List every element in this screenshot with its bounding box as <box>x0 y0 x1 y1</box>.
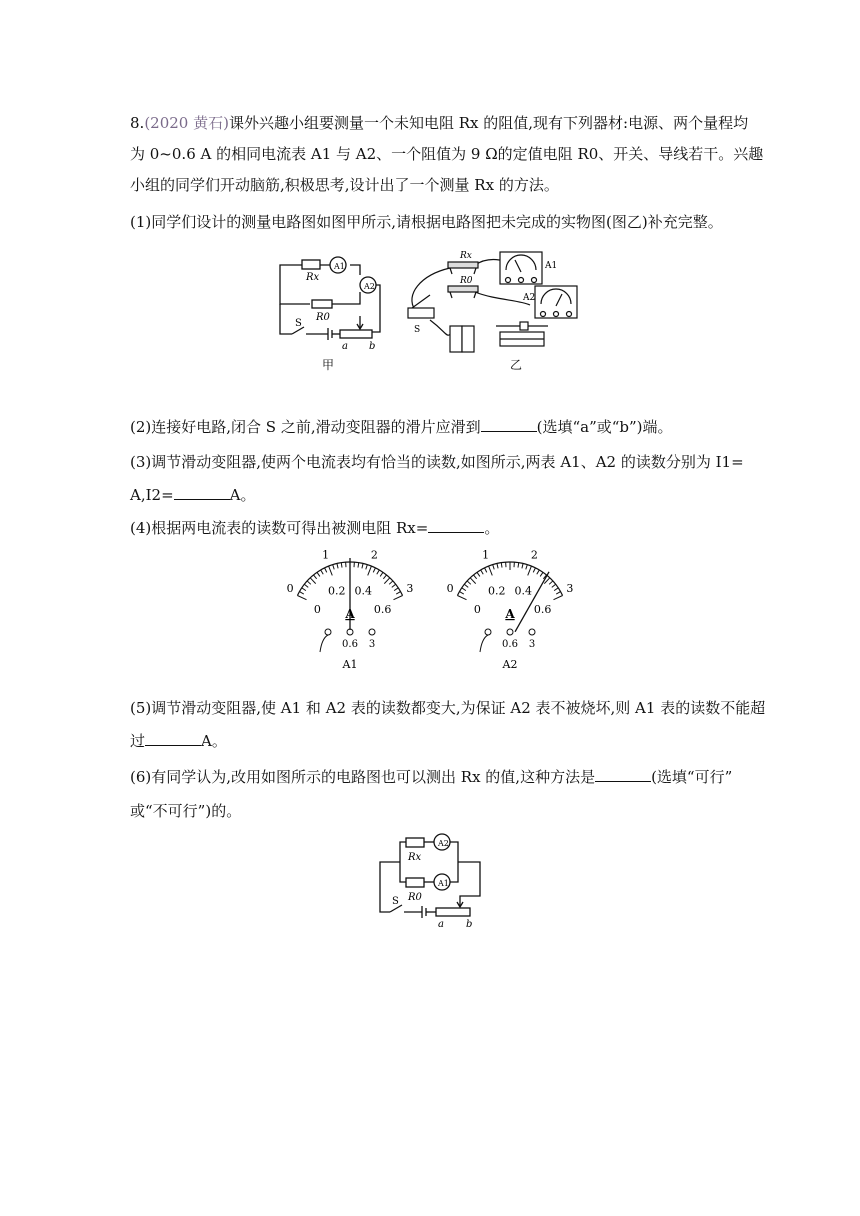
q6-label-a2: A2 <box>438 839 449 848</box>
meter1-tick <box>396 592 400 594</box>
meter1-tick <box>310 578 315 584</box>
ammeter-a2-dial <box>440 540 580 671</box>
meter1-top-tick-label: 3 <box>406 582 414 596</box>
label-rx: Rx <box>306 272 320 283</box>
q4-text-b: 。 <box>484 519 500 537</box>
meter1-terminal-3 <box>369 629 375 635</box>
meter2-tick <box>528 566 532 575</box>
figure-yi-apparatus <box>400 240 590 370</box>
label-a: a <box>342 341 348 352</box>
meter2-tick <box>556 592 560 594</box>
meter2-tick <box>489 566 493 575</box>
meter1-wire <box>320 635 328 652</box>
meter1-top-tick-label: 2 <box>370 548 378 562</box>
meter1-tick <box>389 581 393 584</box>
meter1-bottom-tick-label: 0 <box>313 602 321 616</box>
meter2-tick <box>485 568 487 572</box>
figure-jia-schematic <box>270 250 390 360</box>
meter1-tick <box>383 575 386 579</box>
meter2-tick <box>462 588 466 591</box>
meter1-tick <box>377 570 380 574</box>
problem-intro-line-3: 小组的同学们开动脑筋,积极思考,设计出了一个测量 Rx 的方法。 <box>130 176 559 194</box>
q6-label-a1: A1 <box>438 879 449 888</box>
question-1: (1)同学们设计的测量电路图如图甲所示,请根据电路图把未完成的实物图(图乙)补充完整。 <box>130 213 723 231</box>
yi-label-r0: R0 <box>460 276 473 286</box>
meter2-tick <box>459 592 463 594</box>
meter2-tick <box>477 572 480 576</box>
yi-label-rx: Rx <box>460 251 472 261</box>
meter1-tick <box>329 566 333 575</box>
question-3-line-2 <box>130 484 255 506</box>
yi-label-s: S <box>414 325 421 335</box>
yi-label-a2: A2 <box>523 293 536 303</box>
meter1-tick <box>325 568 327 572</box>
q6-label-rx: Rx <box>408 852 422 863</box>
meter1-tick <box>297 595 306 599</box>
meter2-tick <box>493 565 494 570</box>
meter1-tick <box>384 578 389 584</box>
meter2-terminal-label: 3 <box>528 639 536 650</box>
q4-answer-blank[interactable] <box>428 518 484 533</box>
meter2-tick <box>537 570 540 574</box>
q6-label-s: S <box>392 896 399 907</box>
meter2-top-tick-label: 3 <box>566 582 574 596</box>
meter1-tick <box>299 592 303 594</box>
q6-answer-blank[interactable] <box>595 767 651 782</box>
meter1-tick <box>373 568 375 572</box>
meter1-bottom-tick-label: 0.2 <box>327 584 346 598</box>
meter2-tick <box>457 595 466 599</box>
question-2 <box>130 416 673 438</box>
meter1-bottom-tick-label: 0.4 <box>354 584 373 598</box>
ammeter-a1-dial <box>280 540 420 671</box>
meter2-unit-label: A <box>505 607 515 621</box>
meter2-tick <box>497 563 498 568</box>
meter2-tick <box>549 581 553 584</box>
q2-answer-blank[interactable] <box>481 417 537 432</box>
meter1-top-tick-label: 0 <box>286 582 294 596</box>
label-r0: R0 <box>316 312 330 323</box>
meter1-tick <box>392 584 396 587</box>
meter2-tick <box>526 565 527 570</box>
meter1-terminal-label: 0.6 <box>342 639 358 650</box>
yi-label-a1: A1 <box>545 261 558 271</box>
q3-text-b: A,I2= <box>130 486 174 504</box>
meter2-tick <box>533 568 535 572</box>
meter1-tick <box>317 572 320 576</box>
caption-jia: 甲 <box>322 358 335 372</box>
meter1-tick <box>358 563 359 568</box>
meter2-tick <box>473 575 476 579</box>
meter2-terminal-label: 0.6 <box>502 639 518 650</box>
meter1-tick <box>394 595 403 599</box>
meter1-tick <box>302 588 306 591</box>
meter2-tick <box>470 578 475 584</box>
meter1-terminal-label: 3 <box>368 639 376 650</box>
problem-intro-line-1 <box>130 112 748 134</box>
meter2-tick <box>552 584 556 587</box>
q2-text-b: (选填“a”或“b”)端。 <box>536 418 673 436</box>
question-6-line-1 <box>130 766 732 788</box>
meter2-terminal-3 <box>529 629 535 635</box>
question-6-line-2: 或“不可行”)的。 <box>130 802 242 820</box>
meter2-terminal-06 <box>507 629 513 635</box>
q3-text-c: A。 <box>229 486 256 504</box>
meter2-tick <box>518 563 519 568</box>
meter2-tick <box>464 584 468 587</box>
problem-source: (2020 黄石) <box>144 114 229 132</box>
meter2-tick <box>540 572 543 576</box>
q3-answer-blank-i2[interactable] <box>174 485 230 500</box>
figure-q6-schematic <box>370 832 500 932</box>
q2-text-a: (2)连接好电路,闭合 S 之前,滑动变阻器的滑片应滑到 <box>130 418 481 436</box>
question-5-line-1: (5)调节滑动变阻器,使 A1 和 A2 表的读数都变大,为保证 A2 表不被烧坏,则 A1 表的读数不能超 <box>130 699 766 717</box>
q6-label-r0: R0 <box>408 892 422 903</box>
meter1-tick <box>313 575 316 579</box>
meter1-tick <box>333 565 334 570</box>
meter2-top-tick-label: 1 <box>482 548 490 562</box>
q6-label-b: b <box>466 919 473 930</box>
q4-text-a: (4)根据两电流表的读数可得出被测电阻 Rx= <box>130 519 429 537</box>
caption-yi: 乙 <box>510 358 523 372</box>
question-4 <box>130 517 499 539</box>
meter1-tick <box>366 565 367 570</box>
intro-text-1: 课外兴趣小组要测量一个未知电阻 Rx 的阻值,现有下列器材:电源、两个量程均 <box>228 114 749 132</box>
q5-text-b: 过 <box>130 732 146 750</box>
meter2-top-tick-label: 0 <box>446 582 454 596</box>
meter2-tick <box>554 595 563 599</box>
q6-text-a: (6)有同学认为,改用如图所示的电路图也可以测出 Rx 的值,这种方法是 <box>130 768 596 786</box>
meter2-tick <box>501 563 502 568</box>
meter1-terminal-neg <box>325 629 331 635</box>
meter1-tick <box>362 563 363 568</box>
q6-text-b: (选填“可行” <box>651 768 733 786</box>
meter1-tick <box>321 570 324 574</box>
meter2-tick <box>522 563 523 568</box>
meter1-meter-name: A1 <box>342 658 358 671</box>
meter2-bottom-tick-label: 0.4 <box>514 584 533 598</box>
meter1-unit-label: A <box>345 607 355 621</box>
q5-text-c: A。 <box>201 732 227 750</box>
meter2-wire <box>480 635 488 652</box>
q6-label-a: a <box>438 919 444 930</box>
label-a2: A2 <box>364 282 375 291</box>
meter2-bottom-tick-label: 0 <box>473 602 481 616</box>
label-s: S <box>295 318 302 329</box>
meter1-tick <box>394 588 398 591</box>
meter2-tick <box>467 581 471 584</box>
label-a1: A1 <box>334 262 345 271</box>
meter2-bottom-tick-label: 0.6 <box>533 602 552 616</box>
question-5-line-2 <box>130 730 227 752</box>
meter1-tick <box>368 566 372 575</box>
meter1-top-tick-label: 1 <box>322 548 330 562</box>
meter1-tick <box>380 572 383 576</box>
meter2-terminal-neg <box>485 629 491 635</box>
meter2-top-tick-label: 2 <box>530 548 538 562</box>
meter1-tick <box>307 581 311 584</box>
problem-intro-line-2: 为 0~0.6 A 的相同电流表 A1 与 A2、一个阻值为 9 Ω的定值电阻 R0、开关、导线若干。兴趣 <box>130 145 764 163</box>
meter2-tick <box>554 588 558 591</box>
meter2-tick <box>481 570 484 574</box>
question-3-line-1: (3)调节滑动变阻器,使两个电流表均有恰当的读数,如图所示,两表 A1、A2 的读数分别为 I1= <box>130 453 744 471</box>
label-b: b <box>369 341 376 352</box>
meter1-tick <box>337 563 338 568</box>
meter2-bottom-tick-label: 0.2 <box>487 584 506 598</box>
meter2-meter-name: A2 <box>502 658 518 671</box>
meter1-tick <box>304 584 308 587</box>
meter1-bottom-tick-label: 0.6 <box>373 602 392 616</box>
q5-answer-blank[interactable] <box>145 731 201 746</box>
problem-number: 8. <box>130 114 145 132</box>
meter1-tick <box>341 563 342 568</box>
